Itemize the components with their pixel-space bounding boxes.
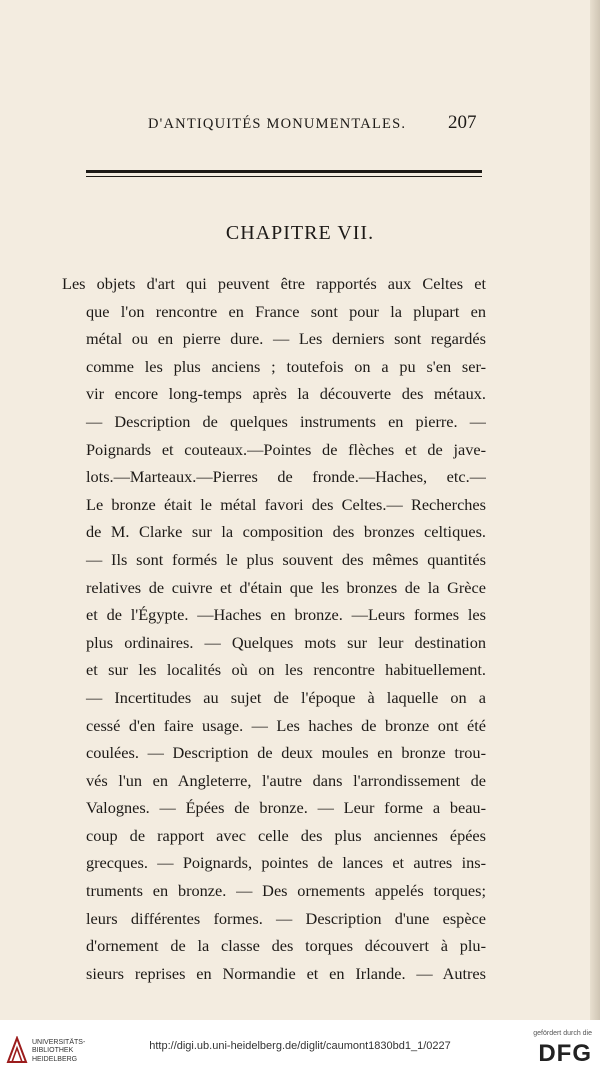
summary-line: coup de rapport avec celle des plus anciennes épées bbox=[86, 825, 486, 845]
summary-line: et de l'Égypte. —Haches en bronze. —Leurs formes les bbox=[86, 605, 486, 625]
summary-line: coulées. — Description de deux moules en bronze trou- bbox=[86, 743, 486, 763]
chapter-summary bbox=[62, 270, 486, 987]
summary-line: — Ils sont formés le plus souvent des mêmes quantités bbox=[86, 549, 486, 569]
header-rule-thin bbox=[86, 176, 482, 177]
summary-line: de M. Clarke sur la composition des bronzes celtiques. bbox=[86, 522, 486, 542]
summary-line: Valognes. — Épées de bronze. — Leur forme a beau- bbox=[86, 798, 486, 818]
summary-line: leurs différentes formes. — Description d'une espèce bbox=[86, 908, 486, 928]
summary-line: truments en bronze. — Des ornements appelés torques; bbox=[86, 881, 486, 901]
summary-line: vir encore long-temps après la découverte des métaux. bbox=[86, 384, 486, 404]
chapter-title: CHAPITRE VII. bbox=[225, 222, 375, 244]
summary-line: et sur les localités où on les rencontre habituellement. bbox=[86, 660, 486, 680]
header-rule-thick bbox=[86, 170, 482, 173]
page-number: 207 bbox=[448, 112, 477, 133]
summary-line: vés l'un en Angleterre, l'autre dans l'arrondissement de bbox=[86, 770, 486, 790]
summary-line: grecques. — Poignards, pointes de lances et autres ins- bbox=[86, 853, 486, 873]
dfg-logo[interactable]: DFG bbox=[538, 1040, 592, 1067]
funded-by-label: gefördert durch die bbox=[533, 1030, 592, 1037]
summary-line: — Description de quelques instruments en pierre. — bbox=[86, 411, 486, 431]
summary-line: Le bronze était le métal favori des Celtes.— Recherches bbox=[86, 494, 486, 514]
document-url[interactable]: http://digi.ub.uni-heidelberg.de/diglit/caumont1830bd1_1/0227 bbox=[149, 1040, 451, 1052]
summary-line: métal ou en pierre dure. — Les derniers sont regardés bbox=[86, 329, 486, 349]
library-name: UNIVERSITÄTS- BIBLIOTHEK HEIDELBERG bbox=[32, 1039, 86, 1063]
summary-line: comme les plus anciens ; toutefois on a pu s'en ser- bbox=[86, 356, 486, 376]
summary-line: plus ordinaires. — Quelques mots sur leur destination bbox=[86, 632, 486, 652]
summary-line: sieurs reprises en Normandie et en Irlande. — Autres bbox=[86, 963, 486, 983]
summary-line: — Incertitudes au sujet de l'époque à laquelle on a bbox=[86, 687, 486, 707]
summary-line: lots.—Marteaux.—Pierres de fronde.—Haches, etc.— bbox=[86, 467, 486, 487]
summary-line: que l'on rencontre en France sont pour la plupart en bbox=[86, 301, 486, 321]
page-edge bbox=[590, 0, 600, 1020]
summary-line: d'ornement de la classe des torques découvert à plu- bbox=[86, 936, 486, 956]
summary-line: Les objets d'art qui peuvent être rapportés aux Celtes et bbox=[62, 274, 486, 293]
summary-line: cessé d'en faire usage. — Les haches de bronze ont été bbox=[86, 715, 486, 735]
summary-line: Poignards et couteaux.—Pointes de flèches et de jave- bbox=[86, 439, 486, 459]
summary-line: relatives de cuivre et d'étain que les bronzes de la Grèce bbox=[86, 577, 486, 597]
running-head: D'ANTIQUITÉS MONUMENTALES. bbox=[148, 116, 407, 132]
